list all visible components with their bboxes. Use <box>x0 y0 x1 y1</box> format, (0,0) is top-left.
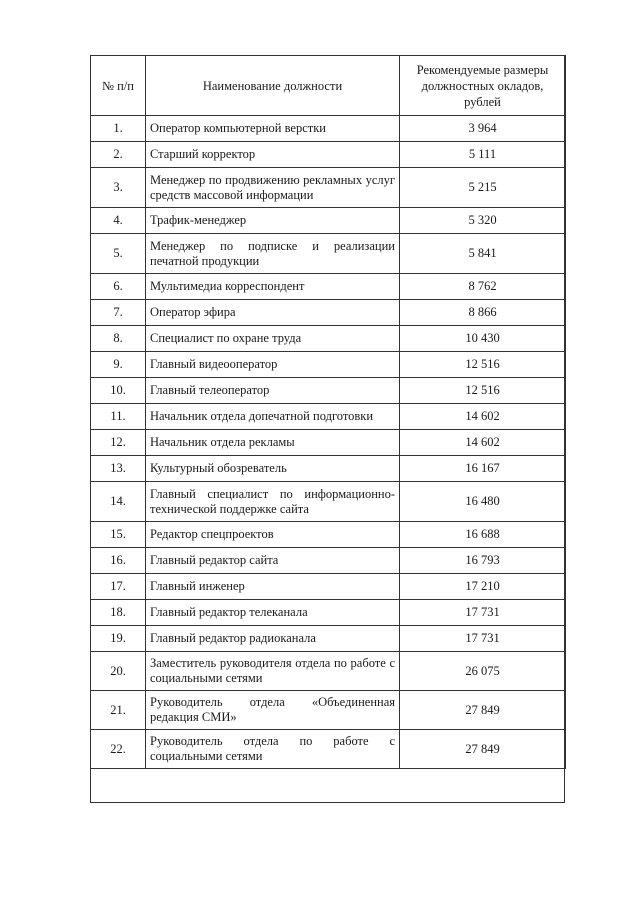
table-row <box>91 352 566 378</box>
position-name: Старший корректор <box>146 142 400 168</box>
position-name: Мультимедиа корреспондент <box>146 274 400 300</box>
table-row <box>91 548 566 574</box>
position-name: Начальник отдела рекламы <box>146 430 400 456</box>
salary-value: 17 731 <box>400 600 566 626</box>
table-body <box>91 116 566 769</box>
table-row <box>91 378 566 404</box>
salary-value: 17 210 <box>400 574 566 600</box>
salary-value: 27 849 <box>400 730 566 769</box>
row-number: 7. <box>91 300 146 326</box>
row-number: 18. <box>91 600 146 626</box>
position-name: Оператор эфира <box>146 300 400 326</box>
salary-value: 14 602 <box>400 404 566 430</box>
position-name: Специалист по охране труда <box>146 326 400 352</box>
salary-value: 16 167 <box>400 456 566 482</box>
header-salary: Рекомендуемые размеры должностных окладов, рублей <box>400 56 566 116</box>
salary-value: 16 793 <box>400 548 566 574</box>
position-name: Трафик-менеджер <box>146 208 400 234</box>
table-header-row <box>91 56 566 116</box>
row-number: 1. <box>91 116 146 142</box>
row-number: 6. <box>91 274 146 300</box>
salary-value: 8 762 <box>400 274 566 300</box>
position-name: Менеджер по подписке и реализации печатной продукции <box>146 234 400 274</box>
table-row <box>91 404 566 430</box>
table-row <box>91 652 566 691</box>
table-row <box>91 326 566 352</box>
salary-value: 26 075 <box>400 652 566 691</box>
row-number: 12. <box>91 430 146 456</box>
row-number: 4. <box>91 208 146 234</box>
row-number: 19. <box>91 626 146 652</box>
table-row <box>91 626 566 652</box>
salary-value: 12 516 <box>400 352 566 378</box>
table-row <box>91 574 566 600</box>
position-name: Главный редактор телеканала <box>146 600 400 626</box>
row-number: 13. <box>91 456 146 482</box>
row-number: 15. <box>91 522 146 548</box>
salary-value: 5 215 <box>400 168 566 208</box>
position-name: Главный редактор радиоканала <box>146 626 400 652</box>
table-row <box>91 456 566 482</box>
position-name: Оператор компьютерной верстки <box>146 116 400 142</box>
salary-value: 5 111 <box>400 142 566 168</box>
position-name: Главный редактор сайта <box>146 548 400 574</box>
table-row <box>91 300 566 326</box>
table-row <box>91 482 566 522</box>
table-row <box>91 522 566 548</box>
position-name: Менеджер по продвижению рекламных услуг средств массовой информации <box>146 168 400 208</box>
position-name: Главный специалист по информационно-технической поддержке сайта <box>146 482 400 522</box>
row-number: 2. <box>91 142 146 168</box>
salary-value: 5 320 <box>400 208 566 234</box>
salary-value: 10 430 <box>400 326 566 352</box>
table-row <box>91 208 566 234</box>
header-number: № п/п <box>91 56 146 116</box>
position-name: Начальник отдела допечатной подготовки <box>146 404 400 430</box>
table-row <box>91 116 566 142</box>
salary-value: 27 849 <box>400 691 566 730</box>
salary-value: 8 866 <box>400 300 566 326</box>
salary-value: 12 516 <box>400 378 566 404</box>
salary-value: 17 731 <box>400 626 566 652</box>
position-name: Главный инженер <box>146 574 400 600</box>
row-number: 21. <box>91 691 146 730</box>
salary-value: 5 841 <box>400 234 566 274</box>
row-number: 16. <box>91 548 146 574</box>
position-name: Культурный обозреватель <box>146 456 400 482</box>
row-number: 11. <box>91 404 146 430</box>
position-name: Главный видеооператор <box>146 352 400 378</box>
row-number: 3. <box>91 168 146 208</box>
row-number: 17. <box>91 574 146 600</box>
table-row <box>91 430 566 456</box>
header-position-name: Наименование должности <box>146 56 400 116</box>
salary-value: 16 480 <box>400 482 566 522</box>
table-row <box>91 234 566 274</box>
position-name: Заместитель руководителя отдела по работе с социальными сетями <box>146 652 400 691</box>
table-row <box>91 730 566 769</box>
position-name: Руководитель отдела по работе с социальными сетями <box>146 730 400 769</box>
row-number: 14. <box>91 482 146 522</box>
row-number: 22. <box>91 730 146 769</box>
position-name: Руководитель отдела «Объединенная редакция СМИ» <box>146 691 400 730</box>
table-row <box>91 142 566 168</box>
salary-value: 3 964 <box>400 116 566 142</box>
row-number: 10. <box>91 378 146 404</box>
row-number: 20. <box>91 652 146 691</box>
table-row <box>91 274 566 300</box>
salary-table <box>90 55 566 769</box>
table-row <box>91 168 566 208</box>
row-number: 9. <box>91 352 146 378</box>
table-row <box>91 691 566 730</box>
table-row <box>91 600 566 626</box>
row-number: 5. <box>91 234 146 274</box>
position-name: Главный телеоператор <box>146 378 400 404</box>
row-number: 8. <box>91 326 146 352</box>
position-name: Редактор спецпроектов <box>146 522 400 548</box>
salary-value: 14 602 <box>400 430 566 456</box>
salary-value: 16 688 <box>400 522 566 548</box>
